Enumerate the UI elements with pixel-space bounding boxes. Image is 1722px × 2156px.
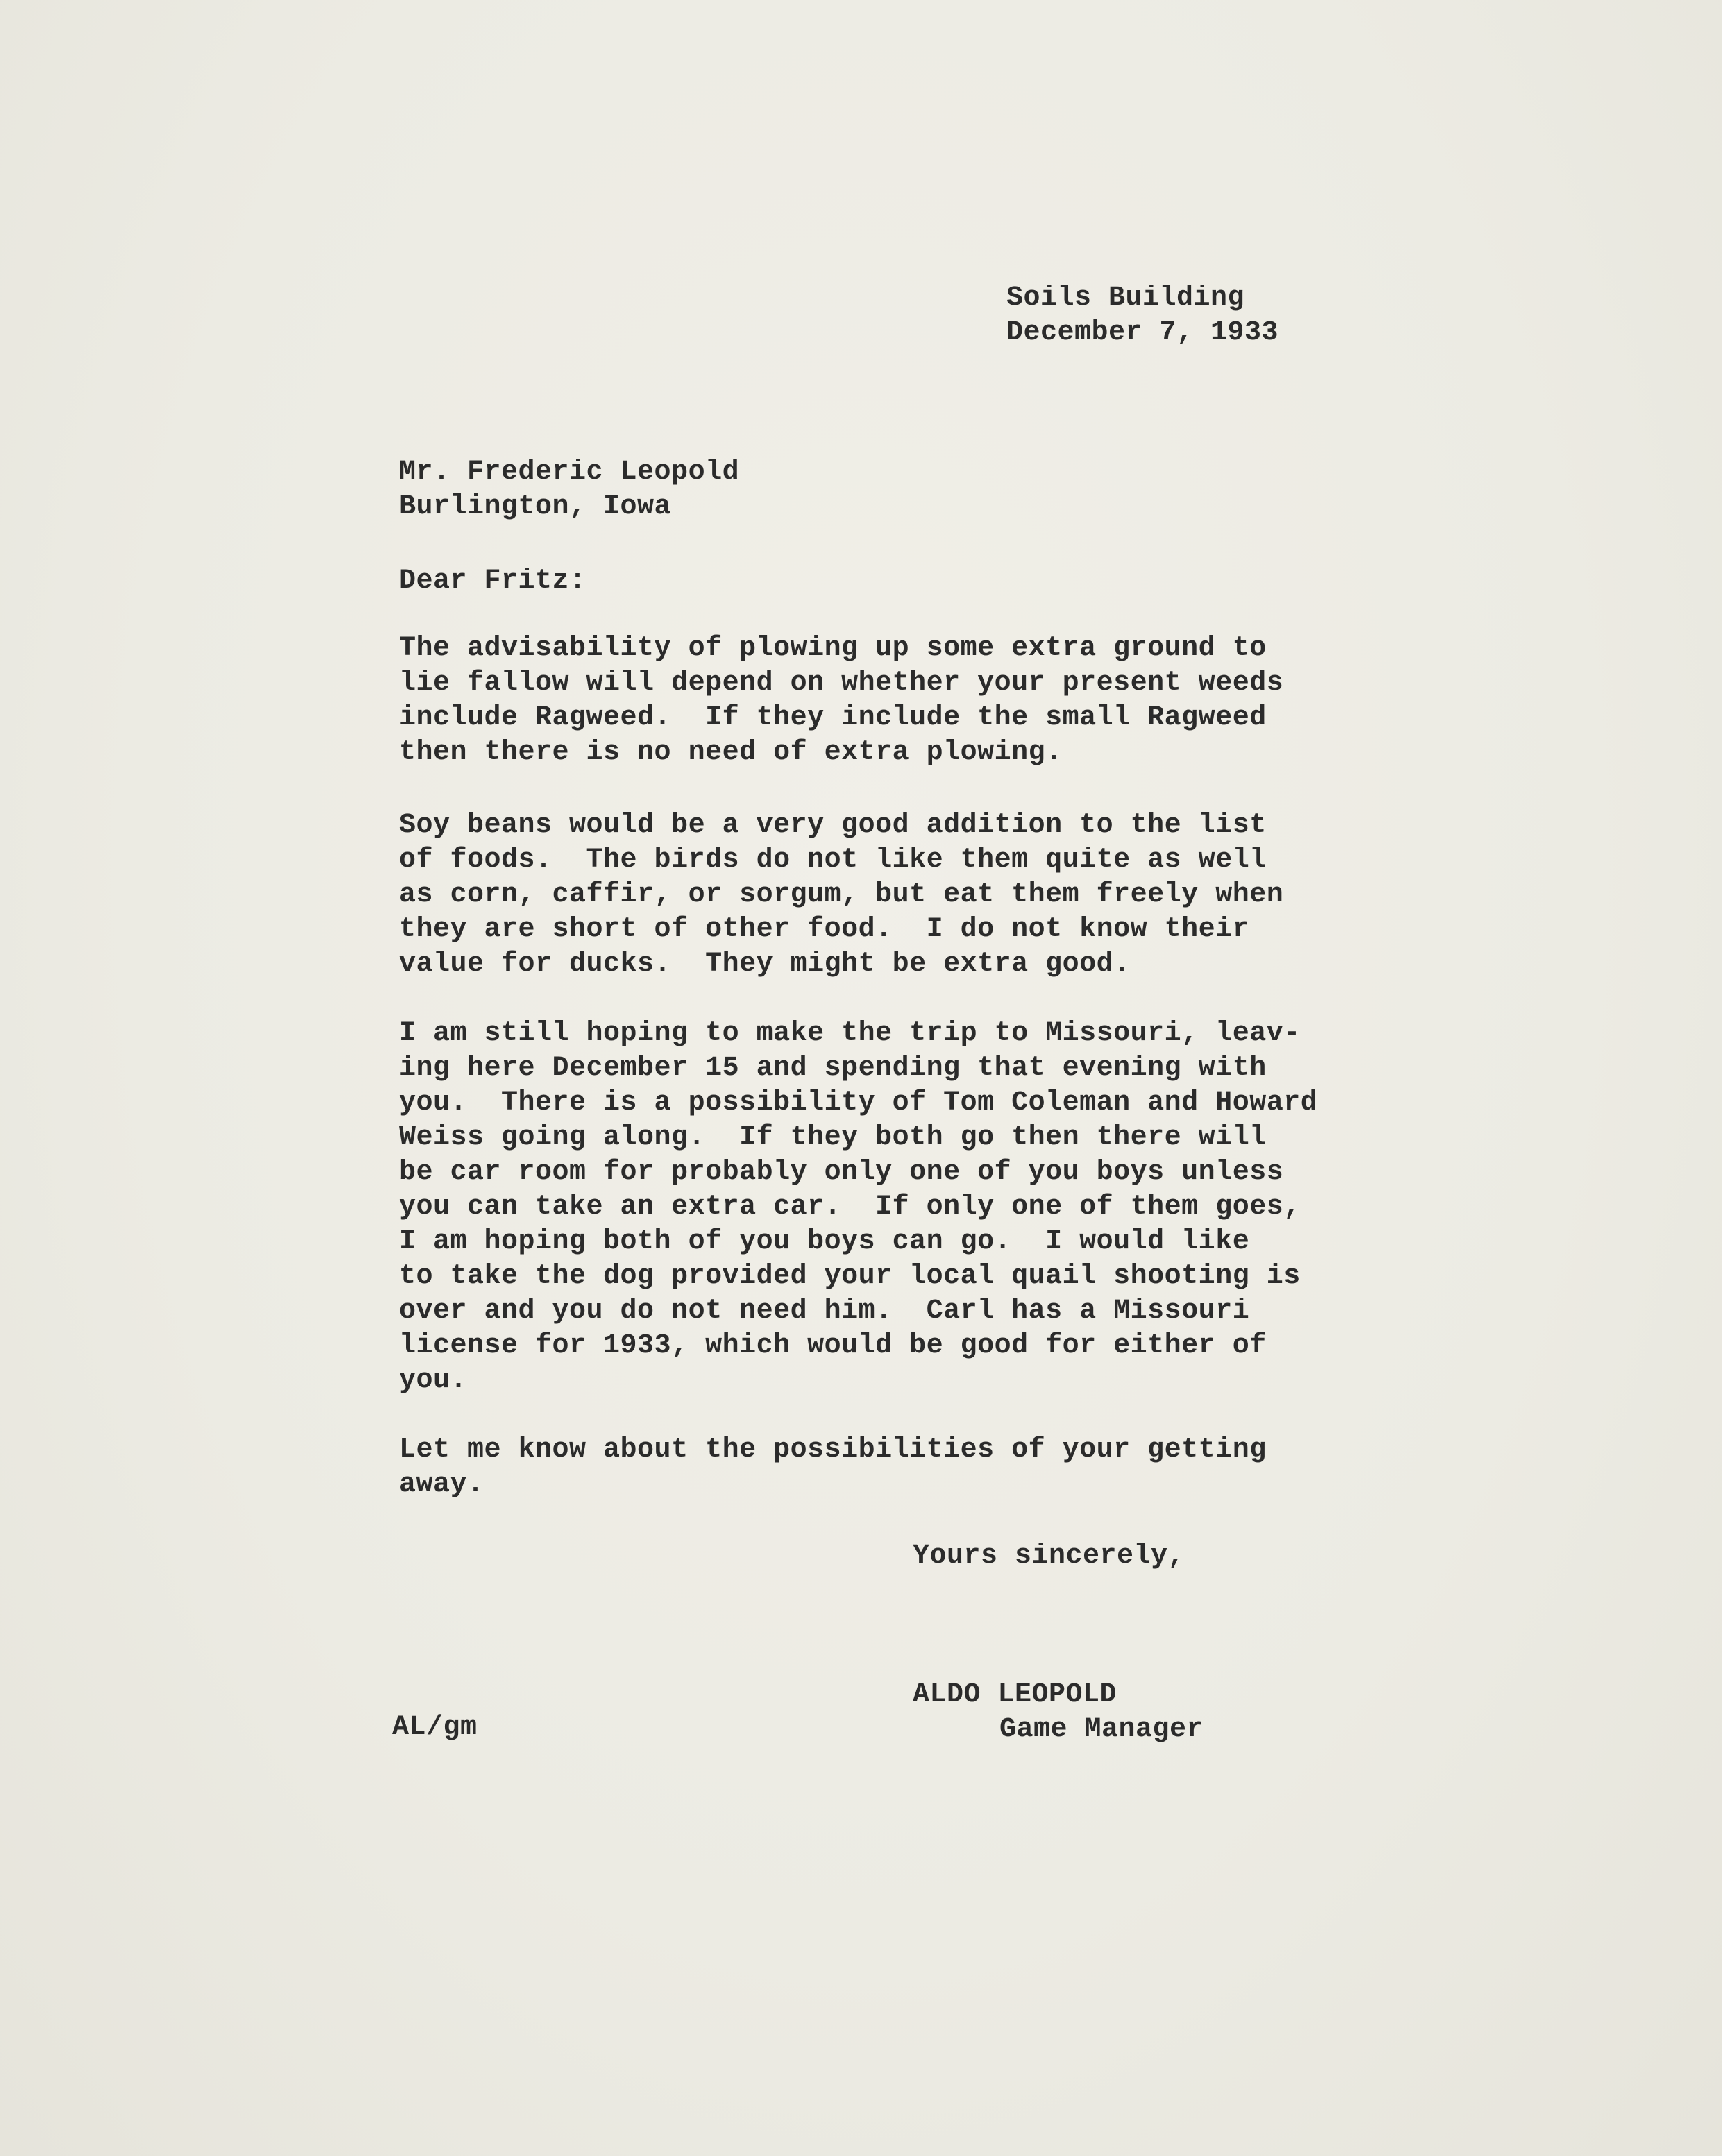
letter-date: December 7, 1933 — [1006, 317, 1279, 348]
body-paragraph-3 — [399, 1017, 1317, 1398]
paragraph-line: include Ragweed. If they include the small Ragweed — [399, 702, 1267, 733]
reference-initials: AL/gm — [392, 1712, 478, 1743]
sender-location: Soils Building — [1006, 282, 1245, 314]
closing: Yours sincerely, — [913, 1540, 1185, 1572]
paragraph-line: of foods. The birds do not like them quite as well — [399, 844, 1267, 876]
paragraph-line: then there is no need of extra plowing. — [399, 737, 1063, 768]
paragraph-line: I am still hoping to make the trip to Missouri, leav- — [399, 1018, 1301, 1049]
paragraph-line: you. — [399, 1365, 468, 1396]
recipient-name: Mr. Frederic Leopold — [399, 457, 740, 488]
paragraph-line: as corn, caffir, or sorgum, but eat them freely when — [399, 879, 1284, 910]
body-paragraph-2 — [399, 808, 1283, 982]
paragraph-line: I am hoping both of you boys can go. I would like — [399, 1226, 1250, 1257]
paragraph-line: you. There is a possibility of Tom Coleman and Howard — [399, 1087, 1318, 1119]
paragraph-line: Soy beans would be a very good addition to the list — [399, 810, 1267, 841]
signer-name: ALDO LEOPOLD — [913, 1679, 1117, 1711]
paragraph-line: be car room for probably only one of you boys unless — [399, 1157, 1284, 1188]
recipient-address — [399, 455, 739, 525]
paragraph-line: Let me know about the possibilities of your getting — [399, 1434, 1267, 1466]
paragraph-line: lie fallow will depend on whether your present weeds — [399, 668, 1284, 699]
paragraph-line: value for ducks. They might be extra good. — [399, 949, 1131, 980]
body-paragraph-4 — [399, 1433, 1267, 1502]
paragraph-line: they are short of other food. I do not know their — [399, 914, 1250, 945]
signer-title: Game Manager — [999, 1714, 1204, 1745]
paragraph-line: over and you do not need him. Carl has a Missouri — [399, 1296, 1250, 1327]
recipient-city: Burlington, Iowa — [399, 491, 672, 523]
salutation — [399, 564, 586, 599]
paragraph-line: The advisability of plowing up some extra ground to — [399, 633, 1267, 664]
paragraph-line: Weiss going along. If they both go then there will — [399, 1122, 1267, 1153]
paragraph-line: away. — [399, 1469, 484, 1500]
body-paragraph-1 — [399, 631, 1283, 770]
return-address — [1006, 281, 1278, 350]
paragraph-line: ing here December 15 and spending that evening with — [399, 1053, 1267, 1084]
salutation-text: Dear Fritz: — [399, 566, 586, 597]
paragraph-line: license for 1933, which would be good for either of — [399, 1330, 1267, 1361]
paragraph-line: you can take an extra car. If only one of them goes, — [399, 1191, 1301, 1223]
paragraph-line: to take the dog provided your local quail shooting is — [399, 1261, 1301, 1292]
